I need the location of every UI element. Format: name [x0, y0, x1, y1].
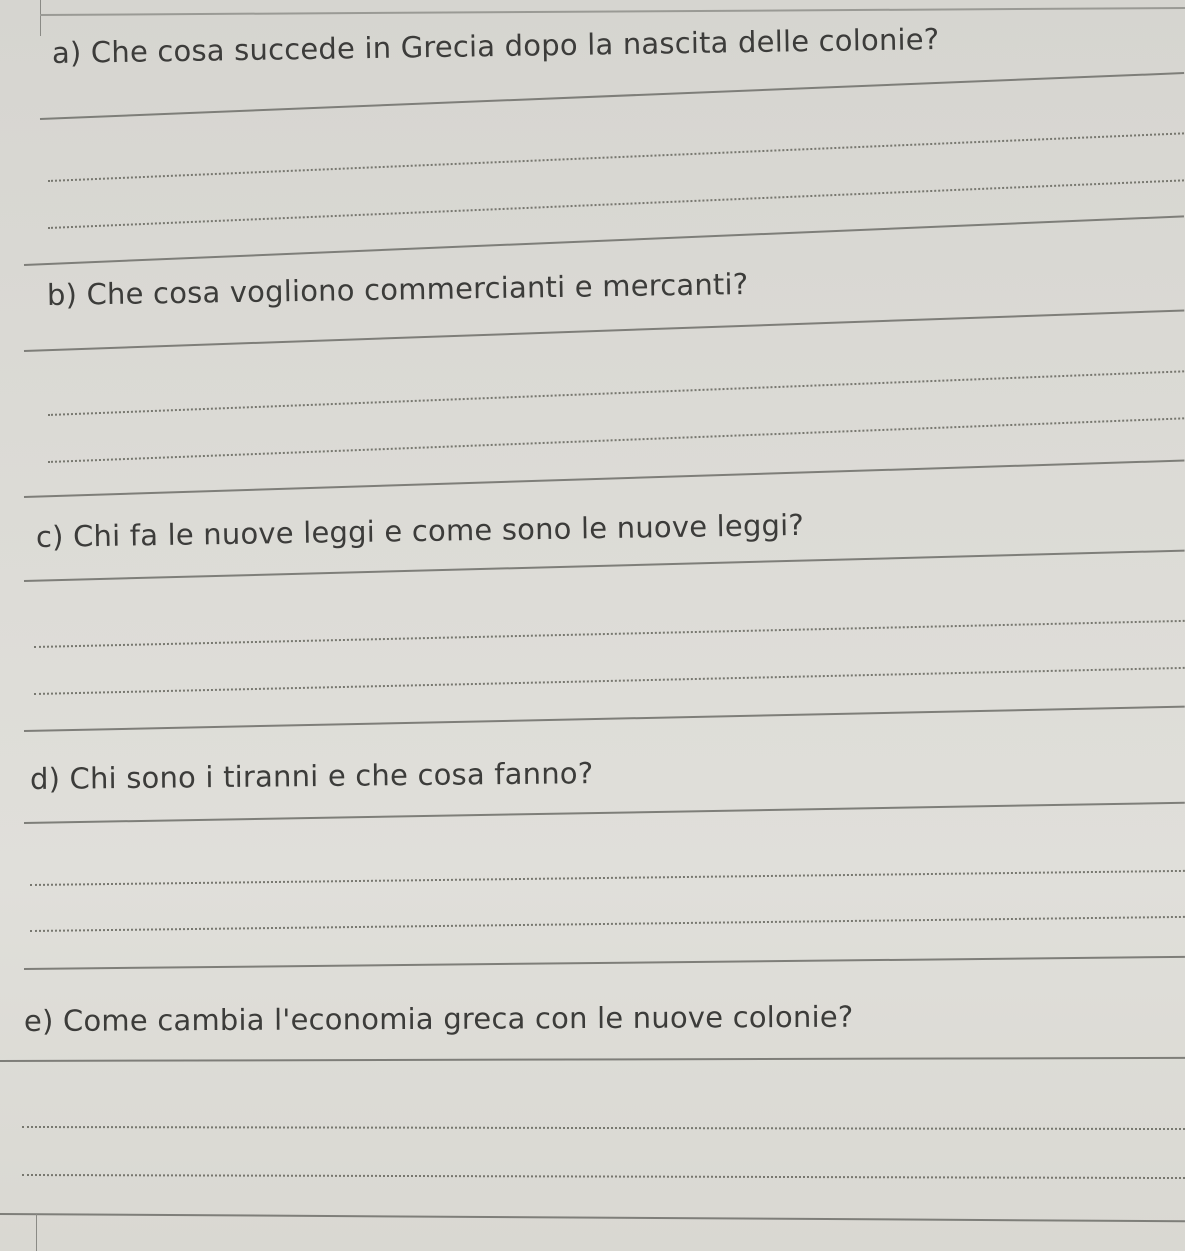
answer-e-line-1[interactable]: [22, 1126, 1185, 1130]
question-b-text: b) Che cosa vogliono commercianti e mercanti?: [46, 266, 749, 312]
answer-b-line-1[interactable]: [48, 370, 1184, 416]
answer-d-bottom-rule: [24, 956, 1185, 970]
question-a-text: a) Che cosa succede in Grecia dopo la nascita delle colonie?: [51, 22, 940, 70]
answer-a-line-1[interactable]: [48, 132, 1184, 182]
question-b-underline: [24, 309, 1184, 352]
question-c-underline: [24, 550, 1185, 582]
question-a-underline: [40, 72, 1184, 120]
answer-c-line-1[interactable]: [34, 620, 1185, 648]
answer-d-line-2[interactable]: [30, 916, 1185, 932]
answer-c-bottom-rule: [24, 706, 1185, 732]
question-e-underline: [0, 1057, 1185, 1062]
answer-d-line-1[interactable]: [30, 870, 1185, 886]
answer-e-bottom-rule: [0, 1213, 1185, 1222]
question-c-text: c) Chi fa le nuove leggi e come sono le nuove leggi?: [35, 507, 805, 554]
answer-b-line-2[interactable]: [48, 417, 1184, 463]
question-e-text: e) Come cambia l'economia greca con le nuove colonie?: [23, 999, 854, 1038]
margin-line: [40, 0, 41, 36]
question-d-text: d) Chi sono i tiranni e che cosa fanno?: [29, 756, 594, 796]
answer-a-bottom-rule: [24, 215, 1184, 266]
answer-b-bottom-rule: [24, 460, 1184, 498]
answer-c-line-2[interactable]: [34, 667, 1185, 695]
top-rule: [40, 7, 1185, 16]
margin-line-bottom: [36, 1214, 37, 1251]
question-d-underline: [24, 802, 1185, 824]
answer-e-line-2[interactable]: [22, 1174, 1185, 1179]
